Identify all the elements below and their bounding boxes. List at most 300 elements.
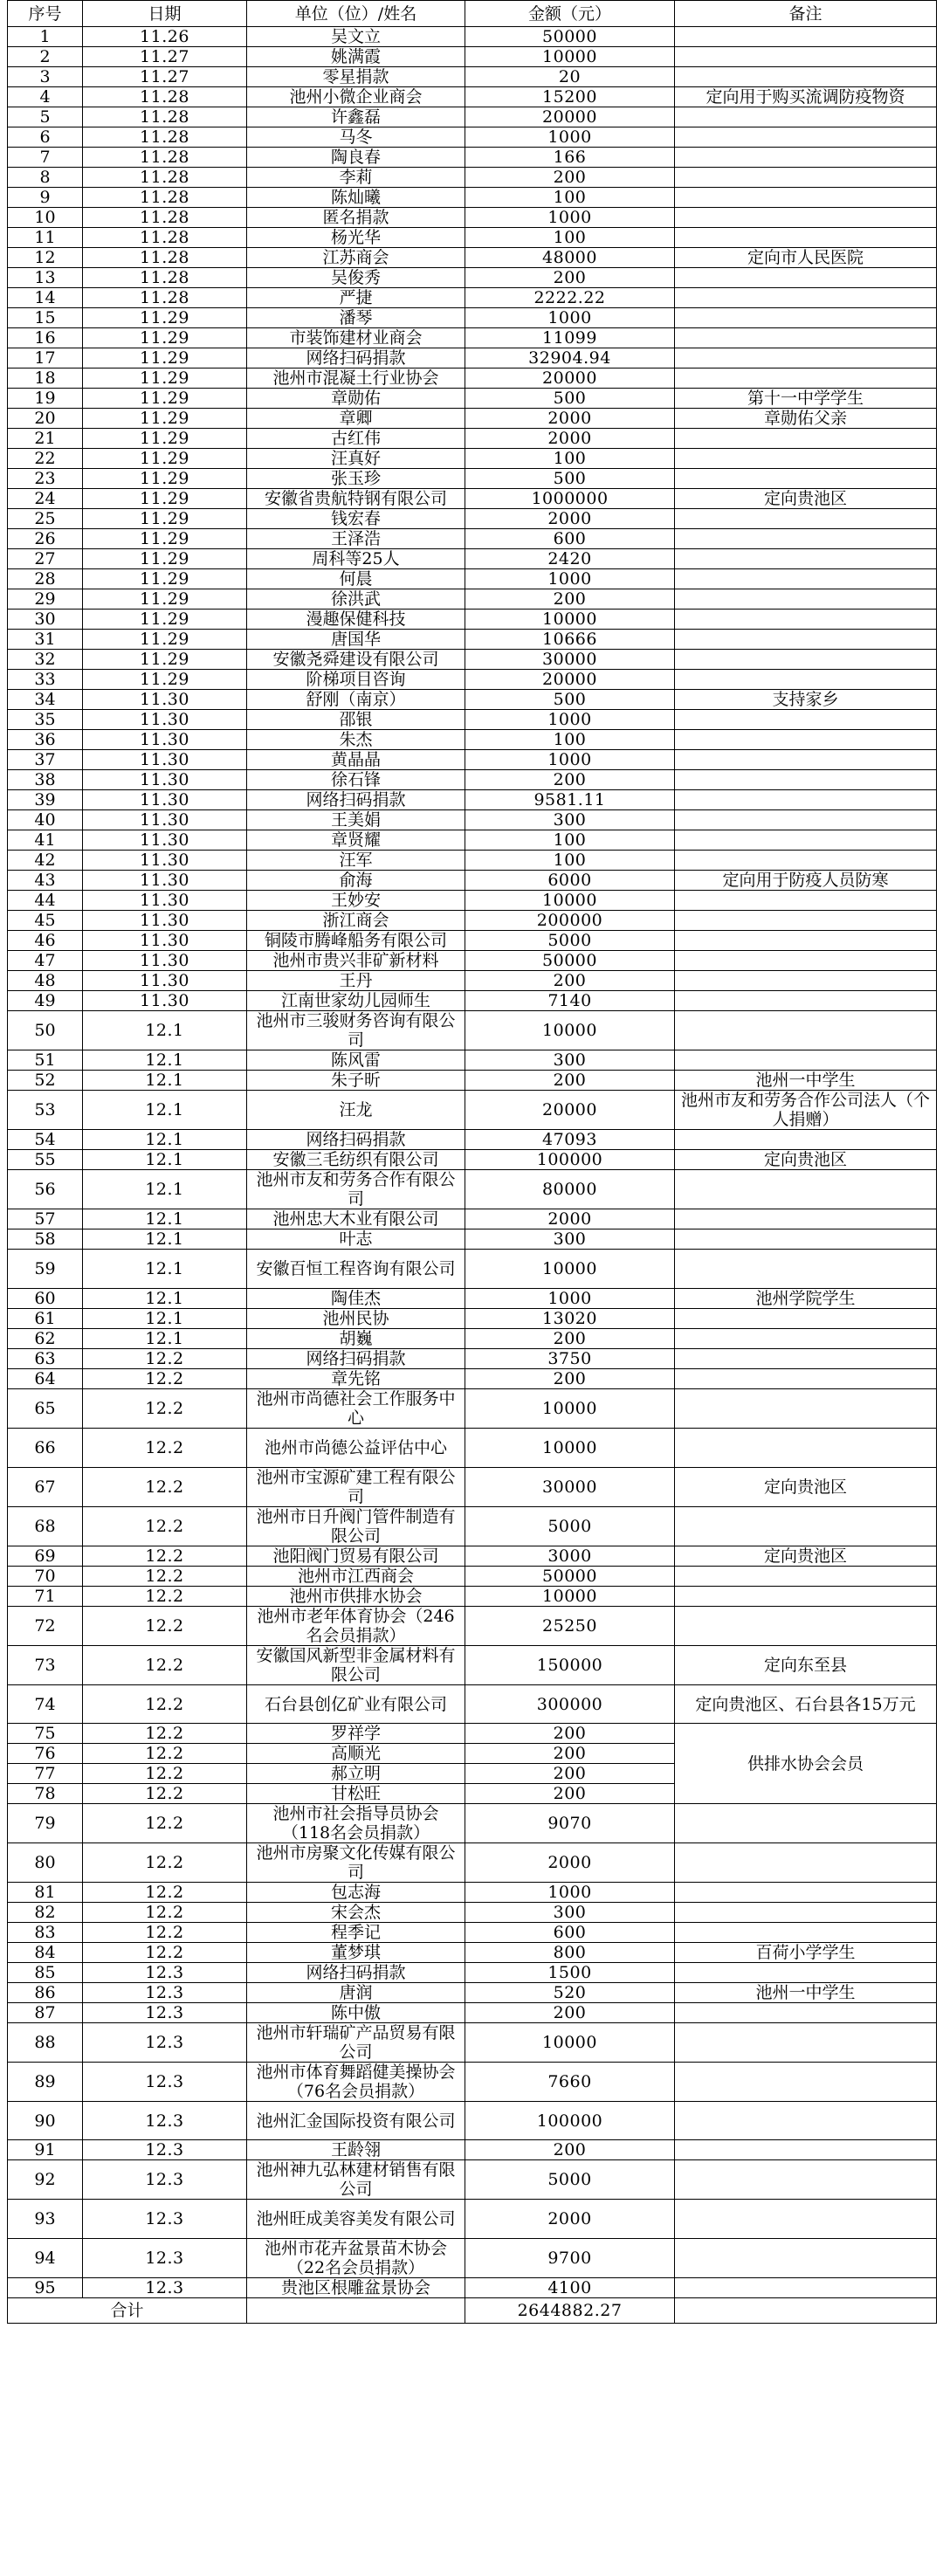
row-note bbox=[675, 509, 937, 529]
table-row bbox=[8, 368, 937, 389]
row-amount: 7140 bbox=[465, 991, 675, 1011]
row-index: 13 bbox=[8, 268, 83, 288]
row-unit: 包志海 bbox=[247, 1883, 465, 1903]
table-row bbox=[8, 670, 937, 690]
row-index: 79 bbox=[8, 1804, 83, 1843]
row-date: 12.2 bbox=[83, 1804, 247, 1843]
row-unit: 古红伟 bbox=[247, 429, 465, 449]
row-date: 11.30 bbox=[83, 891, 247, 911]
table-row bbox=[8, 1289, 937, 1309]
row-index: 2 bbox=[8, 47, 83, 67]
row-date: 12.2 bbox=[83, 1685, 247, 1724]
table-row bbox=[8, 830, 937, 851]
row-note bbox=[675, 891, 937, 911]
table-row bbox=[8, 790, 937, 810]
donation-table bbox=[7, 0, 937, 2324]
row-index: 41 bbox=[8, 830, 83, 851]
row-note bbox=[675, 589, 937, 610]
row-amount: 9700 bbox=[465, 2239, 675, 2278]
row-index: 57 bbox=[8, 1209, 83, 1229]
row-note bbox=[675, 1963, 937, 1983]
row-date: 12.1 bbox=[83, 1150, 247, 1170]
row-note: 第十一中学学生 bbox=[675, 389, 937, 409]
row-amount: 20000 bbox=[465, 1091, 675, 1130]
table-row bbox=[8, 509, 937, 529]
row-index: 37 bbox=[8, 750, 83, 770]
row-amount: 1000000 bbox=[465, 489, 675, 509]
row-index: 44 bbox=[8, 891, 83, 911]
header-amount: 金额（元） bbox=[465, 1, 675, 27]
row-amount: 10000 bbox=[465, 47, 675, 67]
row-index: 56 bbox=[8, 1170, 83, 1209]
row-note: 定向贵池区 bbox=[675, 1546, 937, 1567]
row-amount: 3750 bbox=[465, 1349, 675, 1369]
table-row bbox=[8, 710, 937, 730]
table-row bbox=[8, 389, 937, 409]
table-row bbox=[8, 810, 937, 830]
row-note bbox=[675, 1229, 937, 1250]
row-unit: 姚满霞 bbox=[247, 47, 465, 67]
row-index: 39 bbox=[8, 790, 83, 810]
row-date: 11.29 bbox=[83, 569, 247, 589]
row-note bbox=[675, 107, 937, 127]
row-amount: 1500 bbox=[465, 1963, 675, 1983]
row-index: 17 bbox=[8, 348, 83, 368]
row-note bbox=[675, 851, 937, 871]
row-date: 11.28 bbox=[83, 148, 247, 168]
row-index: 92 bbox=[8, 2160, 83, 2200]
row-index: 53 bbox=[8, 1091, 83, 1130]
row-amount: 6000 bbox=[465, 871, 675, 891]
row-date: 12.1 bbox=[83, 1011, 247, 1050]
row-index: 11 bbox=[8, 228, 83, 248]
row-unit: 网络扫码捐款 bbox=[247, 790, 465, 810]
row-date: 12.2 bbox=[83, 1784, 247, 1804]
row-date: 12.2 bbox=[83, 1607, 247, 1646]
row-note bbox=[675, 2278, 937, 2298]
row-unit: 章勋佑 bbox=[247, 389, 465, 409]
row-amount: 10000 bbox=[465, 1250, 675, 1289]
row-amount: 13020 bbox=[465, 1309, 675, 1329]
row-note bbox=[675, 529, 937, 549]
row-date: 11.29 bbox=[83, 389, 247, 409]
row-index: 62 bbox=[8, 1329, 83, 1349]
row-date: 12.2 bbox=[83, 1349, 247, 1369]
row-unit: 章贤耀 bbox=[247, 830, 465, 851]
row-amount: 48000 bbox=[465, 248, 675, 268]
table-row bbox=[8, 569, 937, 589]
row-index: 8 bbox=[8, 168, 83, 188]
row-date: 12.3 bbox=[83, 1983, 247, 2003]
row-unit: 徐洪武 bbox=[247, 589, 465, 610]
row-date: 11.29 bbox=[83, 429, 247, 449]
row-index: 43 bbox=[8, 871, 83, 891]
row-unit: 池州市社会指导员协会（118名会员捐款） bbox=[247, 1804, 465, 1843]
row-unit: 池州神九弘林建材销售有限公司 bbox=[247, 2160, 465, 2200]
row-amount: 300 bbox=[465, 1903, 675, 1923]
row-note bbox=[675, 1369, 937, 1389]
row-note: 定向贵池区、石台县各15万元 bbox=[675, 1685, 937, 1724]
total-row bbox=[8, 2298, 937, 2324]
row-note bbox=[675, 2063, 937, 2102]
row-note bbox=[675, 2023, 937, 2063]
row-date: 11.29 bbox=[83, 348, 247, 368]
row-index: 66 bbox=[8, 1429, 83, 1468]
row-index: 82 bbox=[8, 1903, 83, 1923]
row-unit: 池州市体育舞蹈健美操协会（76名会员捐款） bbox=[247, 2063, 465, 2102]
row-note bbox=[675, 770, 937, 790]
row-amount: 200 bbox=[465, 1329, 675, 1349]
row-date: 12.2 bbox=[83, 1764, 247, 1784]
row-date: 11.28 bbox=[83, 208, 247, 228]
row-index: 89 bbox=[8, 2063, 83, 2102]
row-amount: 100 bbox=[465, 851, 675, 871]
header-index: 序号 bbox=[8, 1, 83, 27]
row-index: 22 bbox=[8, 449, 83, 469]
row-amount: 30000 bbox=[465, 1468, 675, 1507]
row-note bbox=[675, 1329, 937, 1349]
row-amount: 11099 bbox=[465, 328, 675, 348]
row-unit: 黄晶晶 bbox=[247, 750, 465, 770]
row-amount: 300 bbox=[465, 1050, 675, 1071]
row-amount: 200 bbox=[465, 1369, 675, 1389]
row-unit: 网络扫码捐款 bbox=[247, 1963, 465, 1983]
row-index: 45 bbox=[8, 911, 83, 931]
row-amount: 600 bbox=[465, 1923, 675, 1943]
row-index: 49 bbox=[8, 991, 83, 1011]
row-unit: 严捷 bbox=[247, 288, 465, 308]
row-amount: 100 bbox=[465, 830, 675, 851]
row-index: 6 bbox=[8, 127, 83, 148]
table-row bbox=[8, 127, 937, 148]
row-index: 15 bbox=[8, 308, 83, 328]
row-date: 12.2 bbox=[83, 1546, 247, 1567]
row-index: 68 bbox=[8, 1507, 83, 1546]
table-row bbox=[8, 429, 937, 449]
row-index: 67 bbox=[8, 1468, 83, 1507]
table-row bbox=[8, 630, 937, 650]
row-unit: 潘琴 bbox=[247, 308, 465, 328]
row-index: 73 bbox=[8, 1646, 83, 1685]
table-row bbox=[8, 469, 937, 489]
row-unit: 陶良春 bbox=[247, 148, 465, 168]
row-date: 11.29 bbox=[83, 630, 247, 650]
row-unit: 浙江商会 bbox=[247, 911, 465, 931]
row-amount: 100 bbox=[465, 449, 675, 469]
row-unit: 池州市宝源矿建工程有限公司 bbox=[247, 1468, 465, 1507]
row-amount: 2000 bbox=[465, 429, 675, 449]
row-date: 11.30 bbox=[83, 690, 247, 710]
row-note bbox=[675, 931, 937, 951]
table-row bbox=[8, 1150, 937, 1170]
row-date: 12.2 bbox=[83, 1744, 247, 1764]
row-note bbox=[675, 429, 937, 449]
table-row bbox=[8, 1567, 937, 1587]
row-index: 50 bbox=[8, 1011, 83, 1050]
row-unit: 安徽百恒工程咨询有限公司 bbox=[247, 1250, 465, 1289]
row-date: 11.30 bbox=[83, 991, 247, 1011]
table-row bbox=[8, 2200, 937, 2239]
row-note bbox=[675, 1309, 937, 1329]
row-index: 75 bbox=[8, 1724, 83, 1744]
table-row bbox=[8, 1229, 937, 1250]
row-index: 87 bbox=[8, 2003, 83, 2023]
row-amount: 800 bbox=[465, 1943, 675, 1963]
row-index: 70 bbox=[8, 1567, 83, 1587]
row-index: 76 bbox=[8, 1744, 83, 1764]
row-date: 12.1 bbox=[83, 1309, 247, 1329]
row-unit: 池州民协 bbox=[247, 1309, 465, 1329]
table-row bbox=[8, 288, 937, 308]
row-unit: 汪军 bbox=[247, 851, 465, 871]
table-row bbox=[8, 971, 937, 991]
table-row bbox=[8, 2160, 937, 2200]
row-amount: 150000 bbox=[465, 1646, 675, 1685]
row-amount: 5000 bbox=[465, 2160, 675, 2200]
row-unit: 许鑫磊 bbox=[247, 107, 465, 127]
row-unit: 池州市老年体育协会（246名会员捐款） bbox=[247, 1607, 465, 1646]
row-unit: 董梦琪 bbox=[247, 1943, 465, 1963]
row-amount: 10666 bbox=[465, 630, 675, 650]
row-note: 支持家乡 bbox=[675, 690, 937, 710]
row-index: 4 bbox=[8, 87, 83, 107]
row-amount: 50000 bbox=[465, 951, 675, 971]
row-date: 11.30 bbox=[83, 770, 247, 790]
row-amount: 500 bbox=[465, 389, 675, 409]
row-date: 11.30 bbox=[83, 830, 247, 851]
table-row bbox=[8, 1130, 937, 1150]
row-unit: 何晨 bbox=[247, 569, 465, 589]
row-index: 95 bbox=[8, 2278, 83, 2298]
row-index: 90 bbox=[8, 2102, 83, 2140]
row-note bbox=[675, 971, 937, 991]
row-amount: 15200 bbox=[465, 87, 675, 107]
row-note bbox=[675, 830, 937, 851]
table-row bbox=[8, 1349, 937, 1369]
table-row bbox=[8, 1587, 937, 1607]
row-index: 71 bbox=[8, 1587, 83, 1607]
row-index: 18 bbox=[8, 368, 83, 389]
row-date: 11.27 bbox=[83, 47, 247, 67]
row-note bbox=[675, 328, 937, 348]
row-note bbox=[675, 1050, 937, 1071]
row-note: 池州市友和劳务合作公司法人（个人捐赠） bbox=[675, 1091, 937, 1130]
row-index: 21 bbox=[8, 429, 83, 449]
table-row bbox=[8, 1389, 937, 1429]
row-unit: 池州忠大木业有限公司 bbox=[247, 1209, 465, 1229]
row-note bbox=[675, 2239, 937, 2278]
row-unit: 池州小微企业商会 bbox=[247, 87, 465, 107]
row-unit: 舒刚（南京） bbox=[247, 690, 465, 710]
table-row bbox=[8, 911, 937, 931]
row-amount: 10000 bbox=[465, 1011, 675, 1050]
row-index: 74 bbox=[8, 1685, 83, 1724]
row-amount: 1000 bbox=[465, 208, 675, 228]
row-date: 11.29 bbox=[83, 650, 247, 670]
row-unit: 池阳阀门贸易有限公司 bbox=[247, 1546, 465, 1567]
table-row bbox=[8, 2063, 937, 2102]
row-unit: 池州市江西商会 bbox=[247, 1567, 465, 1587]
row-unit: 朱杰 bbox=[247, 730, 465, 750]
row-unit: 池州市友和劳务合作有限公司 bbox=[247, 1170, 465, 1209]
row-amount: 200 bbox=[465, 1071, 675, 1091]
table-row bbox=[8, 2003, 937, 2023]
row-date: 11.30 bbox=[83, 750, 247, 770]
row-date: 12.2 bbox=[83, 1369, 247, 1389]
row-unit: 周科等25人 bbox=[247, 549, 465, 569]
row-date: 11.29 bbox=[83, 529, 247, 549]
table-row bbox=[8, 1804, 937, 1843]
row-amount: 200 bbox=[465, 589, 675, 610]
row-note bbox=[675, 168, 937, 188]
row-unit: 网络扫码捐款 bbox=[247, 1130, 465, 1150]
row-unit: 汪龙 bbox=[247, 1091, 465, 1130]
row-date: 12.3 bbox=[83, 1963, 247, 1983]
row-index: 69 bbox=[8, 1546, 83, 1567]
table-row bbox=[8, 1170, 937, 1209]
table-row bbox=[8, 1883, 937, 1903]
row-date: 12.2 bbox=[83, 1903, 247, 1923]
row-amount: 5000 bbox=[465, 1507, 675, 1546]
row-date: 11.29 bbox=[83, 409, 247, 429]
row-date: 12.1 bbox=[83, 1329, 247, 1349]
table-row bbox=[8, 107, 937, 127]
row-amount: 2420 bbox=[465, 549, 675, 569]
row-index: 51 bbox=[8, 1050, 83, 1071]
row-unit: 陶佳杰 bbox=[247, 1289, 465, 1309]
table-row bbox=[8, 589, 937, 610]
row-date: 11.29 bbox=[83, 328, 247, 348]
table-row bbox=[8, 1309, 937, 1329]
table-row bbox=[8, 1843, 937, 1883]
row-unit: 邵银 bbox=[247, 710, 465, 730]
row-note bbox=[675, 27, 937, 47]
table-row bbox=[8, 2278, 937, 2298]
table-row bbox=[8, 1071, 937, 1091]
row-amount: 200 bbox=[465, 168, 675, 188]
table-row bbox=[8, 1607, 937, 1646]
row-note bbox=[675, 549, 937, 569]
table-row bbox=[8, 690, 937, 710]
row-index: 33 bbox=[8, 670, 83, 690]
row-date: 11.28 bbox=[83, 288, 247, 308]
row-amount: 10000 bbox=[465, 1429, 675, 1468]
row-note bbox=[675, 2140, 937, 2160]
row-date: 12.2 bbox=[83, 1429, 247, 1468]
row-amount: 7660 bbox=[465, 2063, 675, 2102]
row-amount: 20000 bbox=[465, 107, 675, 127]
row-note: 定向贵池区 bbox=[675, 489, 937, 509]
row-note bbox=[675, 208, 937, 228]
table-row bbox=[8, 1546, 937, 1567]
row-index: 88 bbox=[8, 2023, 83, 2063]
row-amount: 200 bbox=[465, 770, 675, 790]
row-note bbox=[675, 2160, 937, 2200]
row-unit: 章卿 bbox=[247, 409, 465, 429]
row-amount: 3000 bbox=[465, 1546, 675, 1567]
row-amount: 10000 bbox=[465, 1587, 675, 1607]
table-row bbox=[8, 188, 937, 208]
row-amount: 2000 bbox=[465, 409, 675, 429]
row-note bbox=[675, 650, 937, 670]
row-note bbox=[675, 670, 937, 690]
row-index: 29 bbox=[8, 589, 83, 610]
row-unit: 唐国华 bbox=[247, 630, 465, 650]
row-index: 12 bbox=[8, 248, 83, 268]
row-unit: 陈灿曦 bbox=[247, 188, 465, 208]
table-row bbox=[8, 1507, 937, 1546]
row-date: 11.28 bbox=[83, 248, 247, 268]
row-unit: 吴俊秀 bbox=[247, 268, 465, 288]
table-row bbox=[8, 730, 937, 750]
table-row bbox=[8, 1903, 937, 1923]
row-unit: 汪真好 bbox=[247, 449, 465, 469]
row-date: 11.28 bbox=[83, 87, 247, 107]
row-note bbox=[675, 449, 937, 469]
row-index: 35 bbox=[8, 710, 83, 730]
row-index: 24 bbox=[8, 489, 83, 509]
row-date: 11.30 bbox=[83, 851, 247, 871]
row-date: 11.28 bbox=[83, 228, 247, 248]
row-date: 11.29 bbox=[83, 489, 247, 509]
table-row bbox=[8, 851, 937, 871]
table-row bbox=[8, 47, 937, 67]
row-note bbox=[675, 1883, 937, 1903]
header-date: 日期 bbox=[83, 1, 247, 27]
row-index: 46 bbox=[8, 931, 83, 951]
row-note bbox=[675, 228, 937, 248]
row-date: 12.1 bbox=[83, 1050, 247, 1071]
row-unit: 池州旺成美容美发有限公司 bbox=[247, 2200, 465, 2239]
row-date: 12.3 bbox=[83, 2023, 247, 2063]
row-unit: 池州市混凝土行业协会 bbox=[247, 368, 465, 389]
table-row bbox=[8, 1983, 937, 2003]
row-index: 48 bbox=[8, 971, 83, 991]
row-index: 34 bbox=[8, 690, 83, 710]
row-note bbox=[675, 1507, 937, 1546]
row-amount: 200000 bbox=[465, 911, 675, 931]
row-unit: 张玉珍 bbox=[247, 469, 465, 489]
row-index: 84 bbox=[8, 1943, 83, 1963]
table-row bbox=[8, 2023, 937, 2063]
row-date: 12.3 bbox=[83, 2140, 247, 2160]
row-unit: 安徽三毛纺织有限公司 bbox=[247, 1150, 465, 1170]
table-row bbox=[8, 610, 937, 630]
row-index: 7 bbox=[8, 148, 83, 168]
row-amount: 1000 bbox=[465, 127, 675, 148]
row-amount: 200 bbox=[465, 1724, 675, 1744]
table-row bbox=[8, 168, 937, 188]
row-date: 12.1 bbox=[83, 1170, 247, 1209]
row-unit: 李莉 bbox=[247, 168, 465, 188]
row-index: 10 bbox=[8, 208, 83, 228]
row-date: 11.29 bbox=[83, 670, 247, 690]
table-row bbox=[8, 328, 937, 348]
row-amount: 10000 bbox=[465, 2023, 675, 2063]
row-unit: 安徽国风新型非金属材料有限公司 bbox=[247, 1646, 465, 1685]
row-date: 11.30 bbox=[83, 871, 247, 891]
row-index: 78 bbox=[8, 1784, 83, 1804]
row-note bbox=[675, 368, 937, 389]
row-date: 12.3 bbox=[83, 2102, 247, 2140]
row-date: 11.28 bbox=[83, 268, 247, 288]
row-amount: 20000 bbox=[465, 670, 675, 690]
row-note bbox=[675, 569, 937, 589]
row-note: 池州一中学生 bbox=[675, 1071, 937, 1091]
row-note: 定向贵池区 bbox=[675, 1468, 937, 1507]
row-date: 11.26 bbox=[83, 27, 247, 47]
row-unit: 程季记 bbox=[247, 1923, 465, 1943]
